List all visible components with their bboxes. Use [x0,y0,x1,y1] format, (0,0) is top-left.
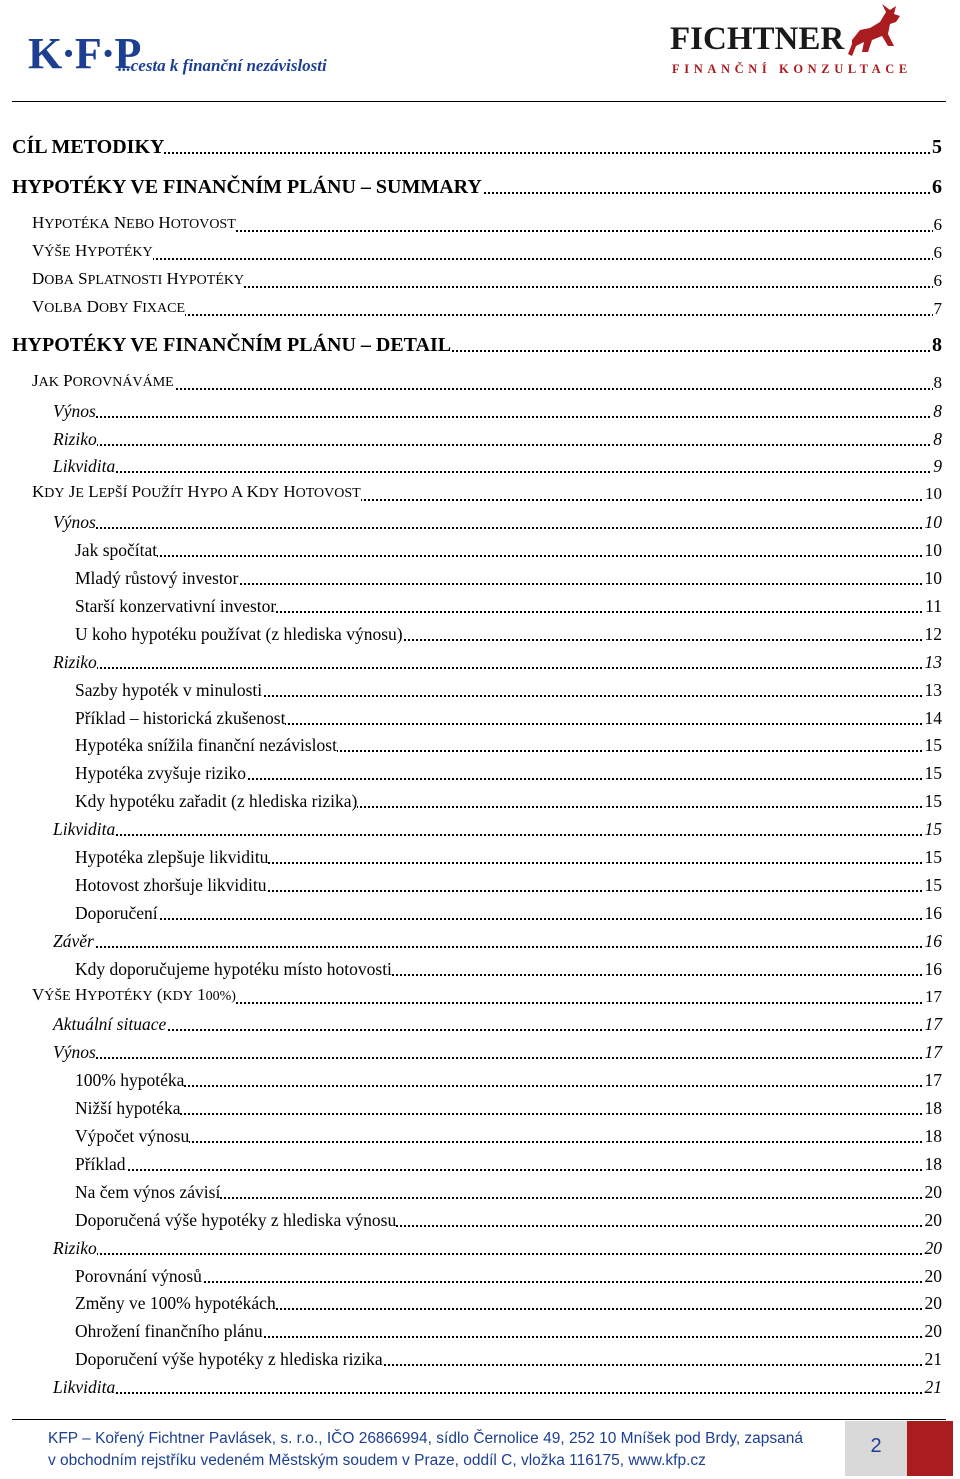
toc-entry[interactable] [12,617,942,645]
toc-entry-page: 20 [924,1209,942,1230]
toc-entry[interactable] [12,1286,942,1314]
toc-leader-dots [53,1057,942,1059]
toc-entry-title: Doporučení [75,902,158,923]
fichtner-subtitle: FINANČNÍ KONZULTACE [672,62,912,76]
toc-entry-title: 100% hypotéka [75,1070,185,1091]
toc-entry-title: DOBA SPLATNOSTI HYPOTÉKY [32,268,244,292]
kfp-tagline: ...cesta k finanční nezávislosti [118,56,327,75]
toc-entry-page: 8 [933,428,942,449]
toc-entry[interactable] [12,264,942,292]
toc-entry-page: 6 [933,215,942,234]
toc-leader-dots [75,1085,942,1087]
toc-entry-title: Likvidita [53,456,116,477]
toc-entry-page: 20 [924,1181,942,1202]
toc-entry-title: Výnos [53,1042,96,1063]
toc-entry[interactable] [12,645,942,673]
toc-entry-page: 18 [924,1098,942,1119]
toc-entry[interactable] [12,701,942,729]
toc-entry[interactable] [12,1035,942,1063]
toc-entry-title: JAK POROVNÁVÁME [32,370,174,394]
toc-entry-title: Porovnání výnosů [75,1265,202,1286]
toc-entry-page: 20 [924,1265,942,1286]
toc-entry[interactable] [12,1119,942,1147]
toc-entry-title: Hotovost zhoršuje likviditu [75,874,267,895]
toc-leader-dots [75,555,942,557]
fichtner-logo [670,0,960,90]
toc-entry[interactable] [12,328,942,356]
toc-entry[interactable] [12,208,942,236]
toc-entry-page: 15 [924,735,942,756]
toc-leader-dots [53,416,942,418]
toc-entry-title: Hypotéka zvyšuje riziko [75,763,247,784]
toc-entry-page: 6 [933,270,942,290]
toc-entry[interactable] [12,366,942,394]
toc-entry-title: Výnos [53,400,96,421]
toc-entry[interactable] [12,394,942,422]
kfp-logo-mark: K·F·P [28,29,141,78]
toc-entry-title: Příklad [75,1153,126,1174]
toc-entry-title: Riziko [53,651,97,672]
toc-leader-dots [75,1141,942,1143]
page-number-accent [907,1421,953,1476]
toc-entry-title: VOLBA DOBY FIXACE [32,296,185,320]
toc-entry[interactable] [12,784,942,812]
toc-leader-dots [75,1169,942,1171]
toc-leader-dots [53,667,942,669]
toc-entry-title: Riziko [53,428,97,449]
toc-entry[interactable] [12,756,942,784]
toc-entry-title: VÝŠE HYPOTÉKY [32,240,153,264]
toc-entry-page: 10 [924,568,942,588]
toc-entry-title: HYPOTÉKY VE FINANČNÍM PLÁNU – DETAIL [12,333,452,356]
toc-entry[interactable] [12,422,942,450]
toc-entry[interactable] [12,980,942,1008]
toc-entry-page: 12 [924,623,942,644]
toc-leader-dots [53,834,942,836]
toc-leader-dots [53,444,942,446]
toc-entry-title: HYPOTÉKY VE FINANČNÍM PLÁNU – SUMMARY [12,176,482,198]
toc-leader-dots [53,1253,942,1255]
toc-entry-page: 13 [924,651,942,672]
toc-entry-page: 21 [924,1377,942,1398]
page-number: 2 [870,1435,882,1457]
page-number-box [845,1421,953,1476]
toc-entry-page: 15 [924,819,942,840]
toc-entry-page: 17 [924,1042,942,1063]
toc-entry[interactable] [12,533,942,561]
toc-entry[interactable] [12,1147,942,1175]
toc-entry-page: 20 [924,1321,942,1342]
toc-entry-title: Doporučená výše hypotéky z hlediska výnosu [75,1209,397,1230]
toc-entry-page: 16 [924,958,942,979]
toc-entry-page: 17 [925,986,942,1006]
toc-entry-title: Na čem výnos závisí [75,1181,221,1202]
toc-entry-title: HYPOTÉKA NEBO HOTOVOST [32,212,236,236]
toc-entry-page: 18 [924,1126,942,1146]
toc-leader-dots [53,471,942,473]
footer-line-2: v obchodním rejstříku vedeném Městským soudem v Praze, oddíl C, vložka 116175, www.kfp.cz [48,1452,706,1469]
toc-leader-dots [53,946,942,948]
toc-entry-page: 15 [924,847,942,867]
toc-entry-title: Výpočet výnosu [75,1126,190,1146]
toc-entry[interactable] [12,236,942,264]
footer-line-1: KFP – Kořený Fichtner Pavlásek, s. r.o., IČO 26866994, sídlo Černolice 49, 252 10 Mníšek pod Brdy, zapsaná [48,1430,804,1447]
toc-entry-page: 8 [933,400,942,421]
toc-entry-title: KDY JE LEPŠÍ POUŽÍT HYPO A KDY HOTOVOST [32,481,361,505]
toc-entry-title: CÍL METODIKY [12,136,165,158]
toc-entry[interactable] [12,1370,942,1398]
toc-entry-page: 6 [933,242,942,262]
toc-entry[interactable] [12,292,942,320]
header-divider [12,101,946,102]
toc-entry-title: Hypotéka zlepšuje likviditu [75,847,269,867]
toc-entry[interactable] [12,1259,942,1287]
toc-entry[interactable] [12,1342,942,1370]
toc-entry-title: Změny ve 100% hypotékách [75,1293,276,1314]
toc-entry[interactable] [12,673,942,701]
toc-entry-page: 20 [924,1293,942,1314]
toc-entry-page: 17 [924,1070,942,1091]
toc-entry-title: Mladý růstový investor [75,568,239,588]
toc-entry[interactable] [12,924,942,952]
toc-entry[interactable] [12,561,942,589]
toc-entry[interactable] [12,130,942,158]
toc-leader-dots [75,1113,942,1115]
toc-entry[interactable] [12,1091,942,1119]
toc-entry-title: Starší konzervativní investor [75,595,277,616]
toc-entry-title: Hypotéka snížila finanční nezávislost [75,735,337,756]
toc-entry-page: 15 [924,763,942,784]
toc-entry[interactable] [12,840,942,868]
toc-entry-title: Sazby hypoték v minulosti [75,679,263,700]
toc-entry-title: Riziko [53,1237,97,1258]
page-header [0,0,960,110]
toc-entry-title: Ohrožení finančního plánu [75,1321,263,1342]
toc-entry-title: Nižší hypotéka [75,1098,181,1119]
toc-entry-title: Kdy hypotéku zařadit (z hlediska rizika) [75,791,358,812]
toc-entry-page: 10 [924,512,942,533]
toc-entry-title: U koho hypotéku používat (z hlediska výnosu) [75,623,403,644]
toc-entry-page: 18 [924,1153,942,1174]
toc-entry-title: VÝŠE HYPOTÉKY (KDY 100%) [32,984,236,1008]
toc-entry-page: 11 [925,595,942,616]
toc-entry[interactable] [12,505,942,533]
toc-entry[interactable] [12,449,942,477]
toc-entry-page: 16 [924,902,942,923]
toc-entry-page: 5 [932,136,942,158]
toc-entry[interactable] [12,1314,942,1342]
toc-entry[interactable] [12,868,942,896]
toc-entry[interactable] [12,728,942,756]
toc-entry-page: 10 [924,540,942,561]
footer-divider [12,1419,946,1420]
footer-company-info [48,1428,848,1472]
toc-entry-page: 6 [932,176,942,198]
toc-entry-title: Závěr [53,930,94,951]
toc-entry-page: 9 [933,456,942,477]
toc-entry-title: Příklad – historická zkušenost [75,707,286,728]
toc-entry[interactable] [12,589,942,617]
bull-icon [846,0,906,58]
toc-leader-dots [75,918,942,920]
toc-leader-dots [53,1392,942,1394]
toc-entry-title: Výnos [53,512,96,533]
toc-entry-title: Likvidita [53,819,116,840]
kfp-logo [28,28,328,83]
toc-leader-dots [53,527,942,529]
toc-entry-title: Doporučení výše hypotéky z hlediska rizika [75,1349,383,1370]
toc-entry-page: 8 [933,372,942,392]
toc-entry-title: Jak spočítat [75,540,158,561]
toc-entry-page: 17 [924,1014,942,1035]
toc-entry-page: 20 [924,1237,942,1258]
toc-entry-title: Aktuální situace [53,1014,167,1035]
toc-entry[interactable] [12,1203,942,1231]
toc-entry[interactable] [12,1007,942,1035]
toc-entry-page: 14 [924,707,942,728]
toc-entry-page: 15 [924,791,942,812]
toc-entry[interactable] [12,477,942,505]
toc-entry-title: Kdy doporučujeme hypotéku místo hotovosti [75,958,392,979]
toc-entry[interactable] [12,952,942,980]
toc-leader-dots [53,1029,942,1031]
toc-entry-page: 7 [933,298,942,318]
toc-entry-page: 21 [924,1349,942,1370]
toc-entry-title: Likvidita [53,1377,116,1398]
toc-leader-dots [75,1281,942,1283]
toc-entry[interactable] [12,170,942,198]
toc-entry-page: 10 [925,484,942,504]
toc-entry-page: 13 [924,679,942,700]
toc-entry[interactable] [12,1063,942,1091]
toc-entry[interactable] [12,1231,942,1259]
toc-entry[interactable] [12,1175,942,1203]
toc-entry[interactable] [12,812,942,840]
toc-entry-page: 8 [932,333,942,356]
toc-leader-dots [32,258,942,260]
toc-entry-page: 16 [924,930,942,951]
toc-entry-page: 15 [924,874,942,895]
toc-entry[interactable] [12,896,942,924]
fichtner-name: FICHTNER [670,21,845,57]
